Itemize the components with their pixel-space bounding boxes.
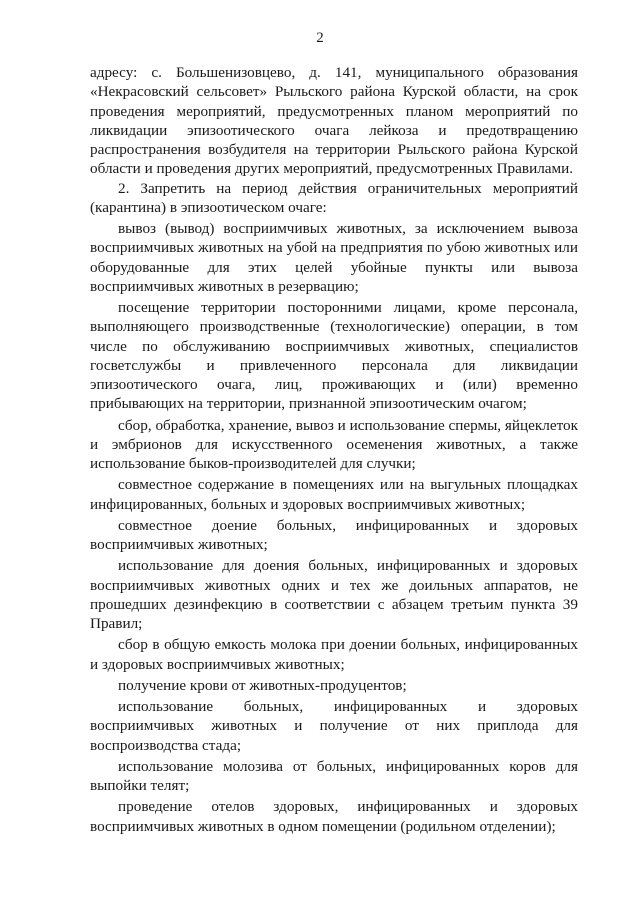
page-number: 2 [316, 30, 324, 46]
paragraph-item-2-prohibit: 2. Запретить на период действия ограничительных мероприятий (карантина) в эпизоотическом очаге: [90, 179, 578, 216]
paragraph-blood-collection: получение крови от животных-продуцентов; [118, 676, 407, 694]
paragraph-breeding: использование больных, инфицированных и здоровых восприимчивых животных и получение от них приплода для воспроизводства стада; [90, 698, 578, 754]
paragraph-address: адресу: с. Большенизовцево, д. 141, муниципального образования «Некрасовский сельсовет» Рыльского района Курской области, на срок проведения мероприятий, предусмотренных планом мероприятий по ликвидации эпизоотического очага лейкоза и предотвращению распространения возбудителя на территории Рыльского района Курской области и проведения других мероприятий, предусмотренных Правилами. [90, 64, 578, 178]
paragraph-export-animals: вывоз (вывод) восприимчивых животных, за исключением вывоза восприимчивых животных на убой на предприятия по убою животных или оборудованные для этих целей убойные пункты или вывоза восприимчивых животных в резервацию; [90, 220, 578, 295]
document-body [90, 63, 578, 836]
paragraph-joint-housing: совместное содержание в помещениях или на выгульных площадках инфицированных, больных и здоровых восприимчивых животных; [90, 476, 578, 513]
paragraph-calving: проведение отелов здоровых, инфицированных и здоровых восприимчивых животных в одном помещении (родильном отделении); [90, 798, 578, 835]
paragraph-visits: посещение территории посторонними лицами, кроме персонала, выполняющего производственные (технологические) операции, в том числе по обслуживанию восприимчивых животных, специалистов госветслужбы и привлеченного персонала для ликвидации эпизоотического очага, лиц, проживающих и (или) временно прибывающих на территории, признанной эпизоотическим очагом; [90, 299, 578, 413]
paragraph-colostrum: использование молозива от больных, инфицированных коров для выпойки телят; [90, 757, 578, 794]
paragraph-milk-collection: сбор в общую емкость молока при доении больных, инфицированных и здоровых восприимчивых животных; [90, 636, 578, 673]
paragraph-milking-machines: использование для доения больных, инфицированных и здоровых восприимчивых животных одних и тех же доильных аппаратов, не прошедших дезинфекцию в соответствии с абзацем третьим пункта 39 Правил; [90, 557, 578, 632]
paragraph-joint-milking: совместное доение больных, инфицированных и здоровых восприимчивых животных; [90, 516, 578, 553]
paragraph-sperm-embryos: сбор, обработка, хранение, вывоз и использование спермы, яйцеклеток и эмбрионов для искусственного осеменения животных, а также использование быков-производителей для случки; [90, 416, 578, 472]
